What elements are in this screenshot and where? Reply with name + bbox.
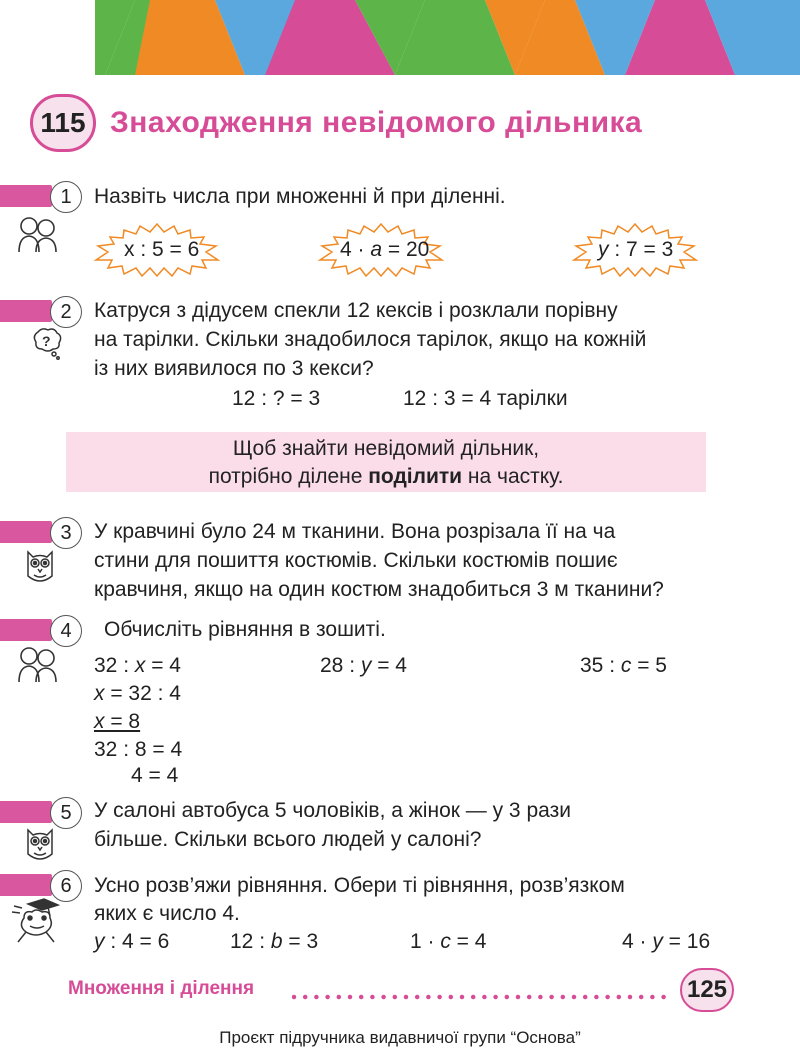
task-3-line: стини для пошиття костюмів. Скільки костюмів пошиє: [94, 549, 618, 572]
frog-graduate-icon: [8, 896, 64, 953]
task-6-line: яких є число 4.: [94, 902, 240, 925]
dotted-leader: [292, 988, 676, 996]
task-number: 2: [50, 296, 82, 328]
task-marker-bar: [0, 521, 52, 543]
task-2-line: із них виявилося по 3 кекси?: [94, 357, 374, 380]
task-5-line: більше. Скільки всього людей у салоні?: [94, 828, 482, 851]
equation-answer: 12 : 3 = 4 тарілки: [403, 387, 568, 410]
equation: 32 : x = 4: [94, 654, 181, 677]
task-marker-bar: [0, 300, 52, 322]
equation: 1 · c = 4: [410, 930, 487, 953]
rule-line: потрібно ділене поділити на частку.: [208, 465, 564, 488]
task-2-line: Катруся з дідусем спекли 12 кексів і розклали порівну: [94, 299, 618, 322]
task-marker-bar: [0, 185, 52, 207]
equation: 28 : y = 4: [320, 654, 407, 677]
task-number: 6: [50, 870, 82, 902]
task-4-text: Обчисліть рівняння в зошиті.: [104, 618, 386, 641]
rule-box: [66, 432, 706, 492]
task-number: 4: [50, 615, 82, 647]
equation: 35 : c = 5: [580, 654, 667, 677]
task-marker-bar: [0, 874, 52, 896]
equation: y : 7 = 3: [598, 238, 674, 261]
svg-text:?: ?: [42, 333, 51, 349]
task-marker-bar: [0, 619, 52, 641]
pair-work-icon: [16, 214, 60, 259]
thinking-bubble-icon: [30, 326, 64, 365]
equation: 4 · y = 16: [622, 930, 711, 953]
task-2-line: на тарілки. Скільки знадобилося тарілок, якщо на кожній: [94, 328, 647, 351]
task-number: 3: [50, 517, 82, 549]
task-6-line: Усно розв’яжи рівняння. Обери ті рівняння, розв’язком: [94, 874, 625, 897]
decorative-banner: [95, 0, 800, 75]
task-3-line: кравчиня, якщо на один костюм знадобиться 3 м тканини?: [94, 578, 664, 601]
section-title: Множення і ділення: [68, 978, 255, 999]
task-3-line: У кравчині було 24 м тканини. Вона розрізала її на ча: [94, 520, 616, 543]
task-number: 5: [50, 797, 82, 829]
task-1-text: Назвіть числа при множенні й при діленні.: [94, 185, 506, 208]
equation: 12 : ? = 3: [232, 387, 321, 410]
credit-line: Проєкт підручника видавничої групи “Основа”: [219, 1028, 581, 1047]
rule-line: Щоб знайти невідомий дільник,: [232, 437, 540, 460]
equation: 4 · a = 20: [340, 238, 430, 261]
task-5-line: У салоні автобуса 5 чоловіків, а жінок — у 3 рази: [94, 799, 571, 822]
equation-solution: x = 8: [94, 710, 141, 733]
page-number: 125: [680, 968, 734, 1012]
equation: 12 : b = 3: [230, 930, 319, 953]
task-marker-bar: [0, 801, 52, 823]
owl-icon: [24, 548, 56, 591]
equation: x : 5 = 6: [124, 238, 200, 261]
equation-check: 32 : 8 = 4: [94, 738, 183, 761]
owl-icon: [24, 826, 56, 869]
equation-check: 4 = 4: [131, 764, 179, 787]
task-number: 1: [50, 181, 82, 213]
equation: y : 4 = 6: [94, 930, 170, 953]
equation-step: x = 32 : 4: [94, 682, 181, 705]
lesson-header: [30, 93, 642, 153]
lesson-title: Знаходження невідомого дільника: [110, 106, 643, 139]
pair-work-icon: [16, 644, 60, 689]
lesson-number-badge: 115: [30, 94, 96, 152]
